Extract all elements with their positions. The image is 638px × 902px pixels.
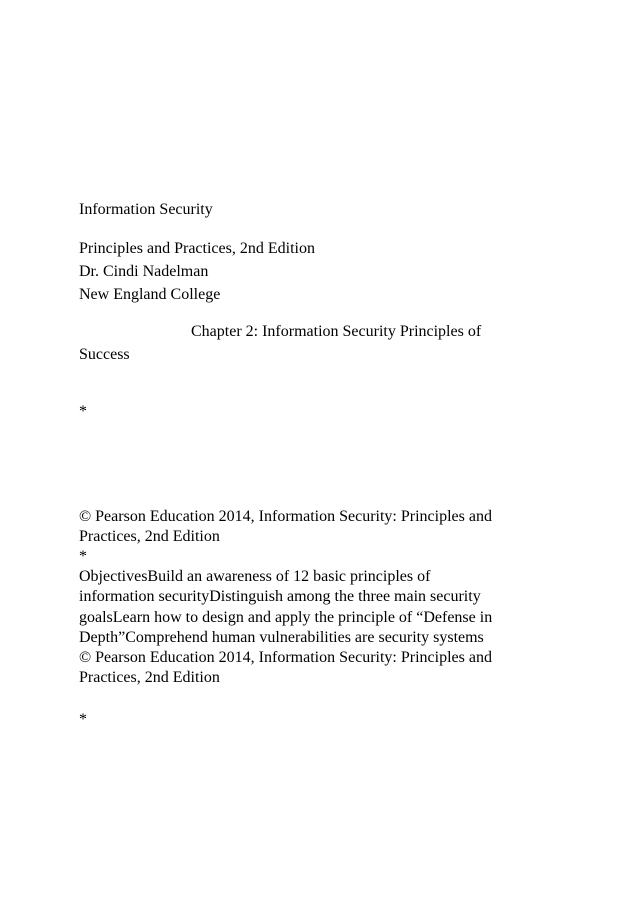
document-subtitle: Principles and Practices, 2nd Edition bbox=[79, 240, 315, 257]
slide-marker-2: * bbox=[79, 548, 87, 565]
author-name: Dr. Cindi Nadelman bbox=[79, 263, 209, 280]
copyright-2-line-1: © Pearson Education 2014, Information Security: Principles and bbox=[79, 649, 492, 666]
slide-marker-1: * bbox=[79, 403, 87, 420]
chapter-heading-line-2: Success bbox=[79, 346, 130, 363]
slide-marker-3: * bbox=[79, 711, 87, 728]
chapter-heading-line-1: Chapter 2: Information Security Principles of bbox=[191, 323, 482, 340]
objectives-line-4: Depth”Comprehend human vulnerabilities are security systems bbox=[79, 629, 484, 646]
institution-name: New England College bbox=[79, 286, 221, 303]
copyright-line-1: © Pearson Education 2014, Information Security: Principles and bbox=[79, 508, 492, 525]
document-title: Information Security bbox=[79, 201, 213, 218]
objectives-line-1: ObjectivesBuild an awareness of 12 basic principles of bbox=[79, 568, 431, 585]
copyright-line-2: Practices, 2nd Edition bbox=[79, 528, 220, 545]
objectives-line-2: information securityDistinguish among the three main security bbox=[79, 588, 481, 605]
objectives-line-3: goalsLearn how to design and apply the principle of “Defense in bbox=[79, 609, 493, 626]
copyright-2-line-2: Practices, 2nd Edition bbox=[79, 669, 220, 686]
